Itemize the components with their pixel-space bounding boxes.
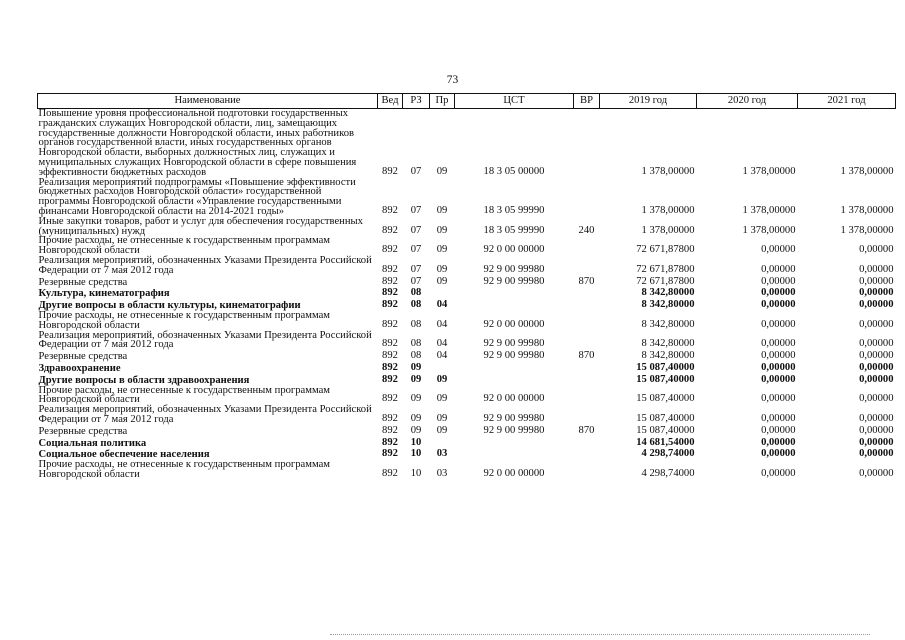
cell-ved: 892 [382,448,398,460]
table-row [38,311,896,331]
cell-ved: 892 [382,436,398,448]
cell-ved: 892 [382,263,398,275]
cell-2020: 1 378,00000 [742,165,796,177]
table-row [38,374,896,386]
cell-2021: 1 378,00000 [840,165,894,177]
cell-vr [574,236,600,256]
cell-cst: 18 3 05 00000 [483,165,545,177]
cell-2021: 0,00000 [859,467,894,479]
cell-2021: 0,00000 [859,244,894,256]
table-row [38,460,896,480]
table-row [38,276,896,288]
cell-2019: 1 378,00000 [641,224,695,236]
cell-name: Реализация мероприятий, обозначенных Указами Президента Российской Федерации от 7 мая 2012 года [38,404,372,425]
header-2020: 2020 год [697,94,798,109]
cell-2021: 0,00000 [859,318,894,330]
cell-2021: 0,00000 [859,424,894,436]
cell-2021: 0,00000 [859,275,894,287]
cell-name: Социальная политика [38,437,147,449]
cell-2021: 1 378,00000 [840,204,894,216]
cell-2020: 0,00000 [761,467,796,479]
cell-pr: 04 [436,350,448,362]
cell-ved: 892 [382,299,398,311]
cell-pr: 03 [436,448,448,460]
cell-2019: 1 378,00000 [641,204,695,216]
cell-2021: 0,00000 [859,448,894,460]
cell-pr: 09 [436,275,448,287]
cell-rz: 09 [410,373,422,385]
cell-2021: 0,00000 [859,338,894,350]
cell-name: Реализация мероприятий, обозначенных Указами Президента Российской Федерации от 7 мая 2012 года [38,254,372,276]
cell-name: Другие вопросы в области здравоохранения [38,374,250,386]
cell-rz: 08 [410,299,422,311]
cell-name: Резервные средства [38,351,128,363]
cell-2021: 0,00000 [859,412,894,424]
cell-rz: 07 [410,204,422,216]
cell-vr [574,331,600,351]
cell-2021: 0,00000 [859,393,894,405]
cell-cst: 92 0 00 00000 [483,244,545,256]
cell-name: Иные закупки товаров, работ и услуг для обеспечения государственных (муниципальных) нужд [38,215,363,237]
cell-cst [455,362,574,374]
header-ved: Вед [378,94,403,109]
cell-rz: 09 [410,412,422,424]
cell-cst: 92 9 00 99980 [483,424,545,436]
cell-rz: 09 [410,393,422,405]
cell-pr: 09 [436,165,448,177]
cell-2020: 0,00000 [761,424,796,436]
cell-2020: 0,00000 [761,436,796,448]
cell-2020: 1 378,00000 [742,224,796,236]
table-row [38,362,896,374]
cell-vr [574,405,600,425]
cell-vr [574,109,600,178]
table-row [38,437,896,449]
cell-2020: 0,00000 [761,350,796,362]
cell-pr: 04 [436,338,448,350]
cell-2019: 15 087,40000 [636,361,695,373]
cell-ved: 892 [382,318,398,330]
cell-name: Реализация мероприятий подпрограммы «Повышение эффективности бюджетных расходов Новгородской области» государственной программы Новгородской области «Управление государственными финансами Новгородской области на 2014-2021 годы» [38,176,356,217]
cell-2021: 0,00000 [859,299,894,311]
cell-cst: 92 9 00 99980 [483,350,545,362]
cell-2019: 8 342,80000 [641,299,695,311]
cell-2019: 15 087,40000 [636,424,695,436]
cell-vr [574,437,600,449]
cell-2019: 1 378,00000 [641,165,695,177]
cell-rz: 08 [410,338,422,350]
cell-2019: 8 342,80000 [641,350,695,362]
table-row [38,109,896,178]
cell-ved: 892 [382,393,398,405]
cell-ved: 892 [382,244,398,256]
cell-2020: 0,00000 [761,373,796,385]
cell-2020: 0,00000 [761,448,796,460]
cell-2020: 0,00000 [761,275,796,287]
table-row [38,331,896,351]
header-cst: ЦСТ [455,94,574,109]
cell-rz: 07 [410,165,422,177]
cell-rz: 07 [410,275,422,287]
cell-pr: 04 [436,299,448,311]
header-2021: 2021 год [798,94,896,109]
cell-pr: 09 [436,204,448,216]
footer-divider [330,634,870,635]
table-row [38,386,896,406]
cell-cst: 92 9 00 99980 [483,275,545,287]
cell-pr [430,362,455,374]
cell-2020: 0,00000 [761,361,796,373]
cell-ved: 892 [382,224,398,236]
cell-cst: 18 3 05 99990 [483,204,545,216]
cell-2019: 72 671,87800 [636,275,695,287]
cell-2020: 0,00000 [761,263,796,275]
cell-2020: 0,00000 [761,244,796,256]
cell-ved: 892 [382,361,398,373]
table-row [38,425,896,437]
cell-vr [574,460,600,480]
header-vr: ВР [574,94,600,109]
header-pr: Пр [430,94,455,109]
cell-vr [574,362,600,374]
cell-rz: 07 [410,224,422,236]
cell-name: Резервные средства [38,425,128,437]
cell-vr: 240 [578,224,595,236]
cell-rz: 10 [410,467,422,479]
cell-vr: 870 [578,424,595,436]
cell-vr [574,311,600,331]
cell-2019: 72 671,87800 [636,244,695,256]
cell-cst: 92 9 00 99980 [483,412,545,424]
table-row [38,236,896,256]
cell-cst [455,299,574,311]
cell-pr: 03 [436,467,448,479]
cell-rz: 09 [410,361,422,373]
cell-name: Повышение уровня профессиональной подготовки государственных гражданских служащих Новгородской области, лиц, замещающих государственные должности Новгородской области, иных работников органов государственной власти, иных государственных органов Новгородской области, выборных должностных лиц, служащих и муниципальных служащих Новгородской области в сфере повышения эффективности бюджетных расходов [38,108,357,178]
cell-vr [574,386,600,406]
cell-pr: 09 [436,244,448,256]
cell-rz: 08 [410,318,422,330]
cell-name: Прочие расходы, не отнесенные к государственным программам Новгородской области [38,459,330,480]
cell-name: Здравоохранение [38,362,121,374]
cell-ved: 892 [382,373,398,385]
cell-2019: 8 342,80000 [641,287,695,299]
cell-cst [455,437,574,449]
cell-2021: 0,00000 [859,436,894,448]
cell-2019: 15 087,40000 [636,412,695,424]
cell-rz: 08 [410,287,422,299]
cell-2020: 1 378,00000 [742,204,796,216]
cell-2019: 15 087,40000 [636,373,695,385]
cell-2019: 15 087,40000 [636,393,695,405]
cell-2021: 0,00000 [859,287,894,299]
cell-rz: 08 [410,350,422,362]
cell-2021: 0,00000 [859,350,894,362]
cell-vr: 870 [578,275,595,287]
cell-2019: 8 342,80000 [641,338,695,350]
cell-pr: 09 [436,412,448,424]
table-row [38,405,896,425]
cell-ved: 892 [382,165,398,177]
cell-vr [574,374,600,386]
cell-pr: 09 [436,224,448,236]
cell-name: Прочие расходы, не отнесенные к государственным программам Новгородской области [38,235,330,257]
cell-ved: 892 [382,467,398,479]
cell-vr [574,256,600,276]
table-row [38,287,896,299]
cell-2020: 0,00000 [761,287,796,299]
cell-pr [430,287,455,299]
cell-2020: 0,00000 [761,299,796,311]
table-row [38,256,896,276]
cell-ved: 892 [382,412,398,424]
cell-2021: 1 378,00000 [840,224,894,236]
cell-2020: 0,00000 [761,412,796,424]
header-row [38,94,896,109]
table-row [38,350,896,362]
cell-rz: 10 [410,436,422,448]
header-name: Наименование [38,94,378,109]
cell-name: Культура, кинематография [38,288,170,300]
cell-cst: 92 0 00 00000 [483,393,545,405]
table-row [38,217,896,237]
budget-table [37,93,896,480]
cell-ved: 892 [382,350,398,362]
cell-pr [430,437,455,449]
cell-vr [574,299,600,311]
table-body [38,109,896,480]
header-2019: 2019 год [600,94,697,109]
cell-name: Прочие расходы, не отнесенные к государственным программам Новгородской области [38,384,330,406]
cell-2019: 72 671,87800 [636,263,695,275]
cell-rz: 07 [410,263,422,275]
cell-2020: 0,00000 [761,338,796,350]
cell-cst: 92 9 00 99980 [483,338,545,350]
table-row [38,178,896,217]
cell-2021: 0,00000 [859,263,894,275]
cell-2021: 0,00000 [859,373,894,385]
cell-2019: 8 342,80000 [641,318,695,330]
cell-pr: 04 [436,318,448,330]
cell-ved: 892 [382,275,398,287]
cell-rz: 07 [410,244,422,256]
cell-cst: 18 3 05 99990 [483,224,545,236]
cell-name: Другие вопросы в области культуры, кинематографии [38,300,301,312]
cell-cst [455,374,574,386]
cell-vr [574,448,600,460]
cell-name: Реализация мероприятий, обозначенных Указами Президента Российской Федерации от 7 мая 2012 года [38,329,372,351]
cell-cst [455,448,574,460]
header-rz: РЗ [403,94,430,109]
cell-ved: 892 [382,424,398,436]
cell-name: Социальное обеспечение населения [38,449,210,461]
cell-2020: 0,00000 [761,393,796,405]
cell-ved: 892 [382,338,398,350]
cell-name: Резервные средства [38,276,128,288]
cell-2021: 0,00000 [859,361,894,373]
cell-rz: 10 [410,448,422,460]
cell-vr: 870 [578,350,595,362]
cell-vr [574,178,600,217]
cell-ved: 892 [382,287,398,299]
cell-cst [455,287,574,299]
cell-2019: 14 681,54000 [636,436,695,448]
cell-cst: 92 0 00 00000 [483,467,545,479]
cell-cst: 92 0 00 00000 [483,318,545,330]
cell-vr [574,287,600,299]
cell-cst: 92 9 00 99980 [483,263,545,275]
cell-pr: 09 [436,373,448,385]
cell-2019: 4 298,74000 [641,467,695,479]
cell-pr: 09 [436,393,448,405]
cell-pr: 09 [436,424,448,436]
cell-2020: 0,00000 [761,318,796,330]
page-number: 73 [446,74,459,86]
cell-ved: 892 [382,204,398,216]
cell-rz: 09 [410,424,422,436]
table-header [38,94,896,109]
cell-2019: 4 298,74000 [641,448,695,460]
cell-pr: 09 [436,263,448,275]
cell-name: Прочие расходы, не отнесенные к государственным программам Новгородской области [38,309,330,331]
